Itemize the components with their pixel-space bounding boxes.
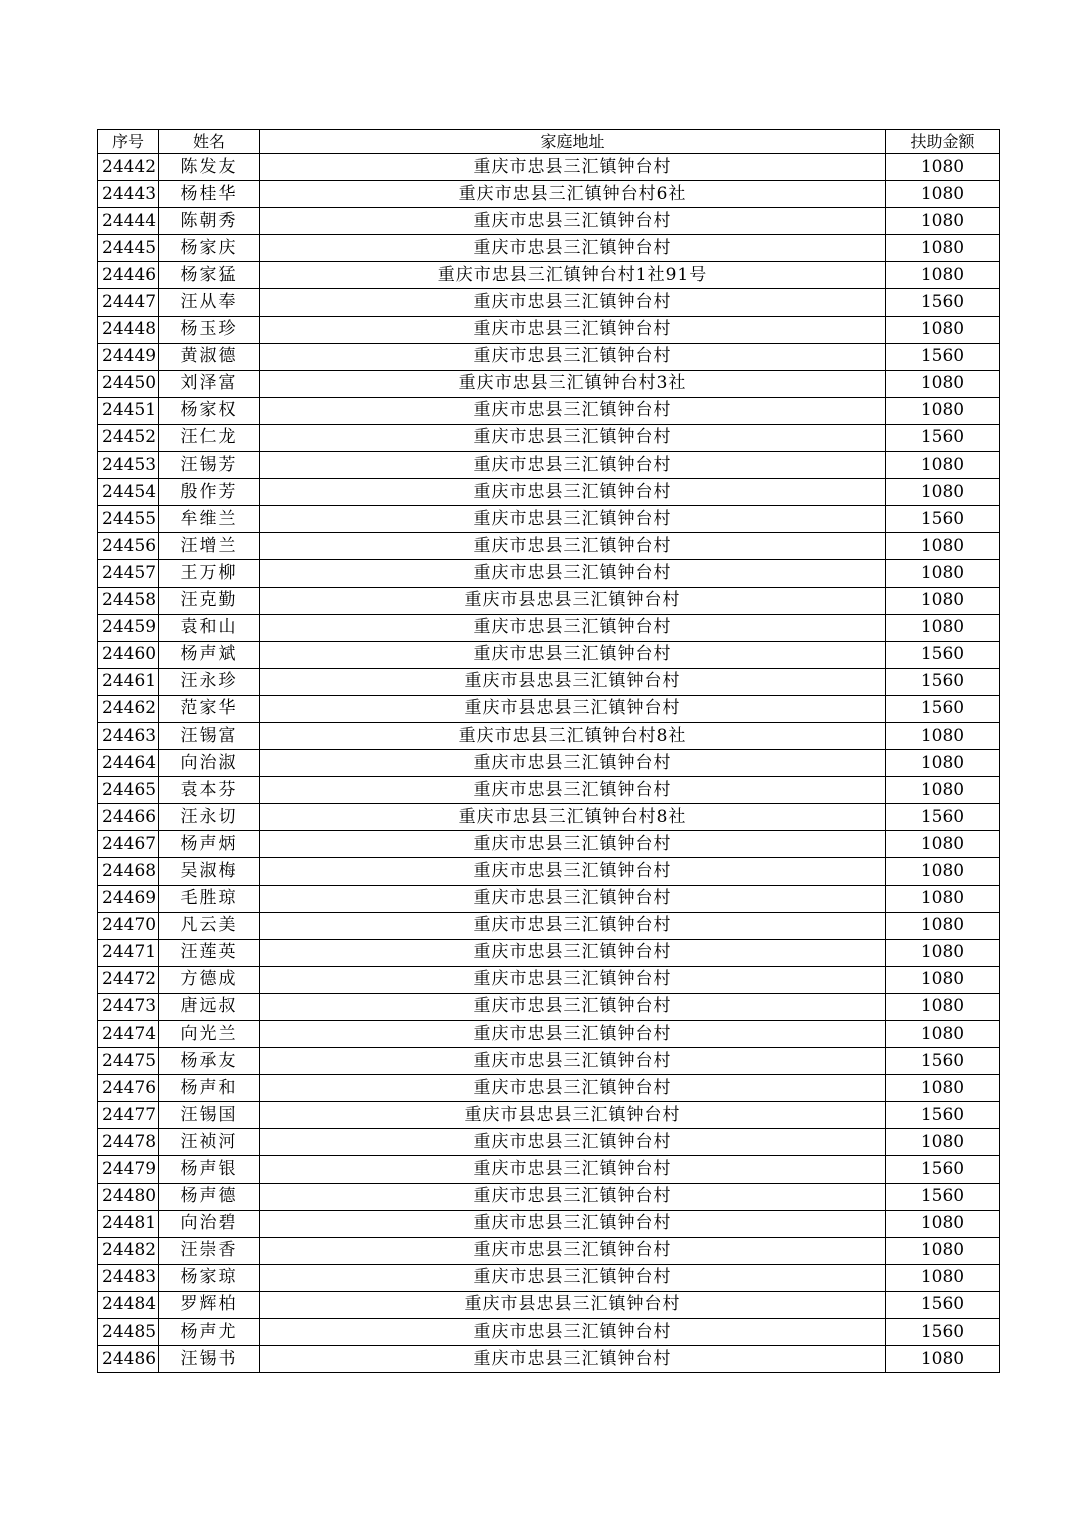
table-row: [98, 885, 1000, 912]
cell-name: 向光兰: [159, 1021, 260, 1048]
table-row: [98, 1210, 1000, 1237]
cell-name: 杨声和: [159, 1075, 260, 1102]
cell-seq: 24461: [98, 668, 159, 695]
cell-address: 重庆市县忠县三汇镇钟台村: [260, 1102, 886, 1129]
cell-address: 重庆市忠县三汇镇钟台村: [260, 560, 886, 587]
table-row: [98, 587, 1000, 614]
cell-address: 重庆市忠县三汇镇钟台村: [260, 777, 886, 804]
cell-name: 罗辉柏: [159, 1291, 260, 1318]
cell-name: 杨声银: [159, 1156, 260, 1183]
cell-amount: 1080: [886, 235, 1000, 262]
cell-amount: 1560: [886, 1291, 1000, 1318]
table-row: [98, 722, 1000, 749]
cell-address: 重庆市忠县三汇镇钟台村: [260, 1210, 886, 1237]
cell-seq: 24456: [98, 533, 159, 560]
table-row: [98, 154, 1000, 181]
header-address: 家庭地址: [260, 130, 886, 154]
cell-amount: 1080: [886, 154, 1000, 181]
cell-address: 重庆市忠县三汇镇钟台村: [260, 1237, 886, 1264]
cell-address: 重庆市忠县三汇镇钟台村6社: [260, 181, 886, 208]
table-row: [98, 506, 1000, 533]
table-row: [98, 641, 1000, 668]
cell-seq: 24477: [98, 1102, 159, 1129]
table-row: [98, 804, 1000, 831]
cell-amount: 1560: [886, 804, 1000, 831]
table-row: [98, 452, 1000, 479]
cell-address: 重庆市忠县三汇镇钟台村: [260, 1021, 886, 1048]
cell-seq: 24460: [98, 641, 159, 668]
table-row: [98, 424, 1000, 451]
cell-amount: 1080: [886, 1264, 1000, 1291]
cell-seq: 24478: [98, 1129, 159, 1156]
cell-address: 重庆市忠县三汇镇钟台村: [260, 506, 886, 533]
cell-name: 杨家猛: [159, 262, 260, 289]
cell-amount: 1080: [886, 777, 1000, 804]
cell-name: 牟维兰: [159, 506, 260, 533]
cell-amount: 1080: [886, 750, 1000, 777]
table-row: [98, 397, 1000, 424]
cell-seq: 24476: [98, 1075, 159, 1102]
table-row: [98, 695, 1000, 722]
cell-name: 袁和山: [159, 614, 260, 641]
cell-name: 汪锡富: [159, 722, 260, 749]
cell-seq: 24446: [98, 262, 159, 289]
cell-seq: 24479: [98, 1156, 159, 1183]
cell-name: 袁本芬: [159, 777, 260, 804]
cell-seq: 24455: [98, 506, 159, 533]
assistance-table: [97, 129, 1000, 1373]
table-row: [98, 966, 1000, 993]
table-row: [98, 1102, 1000, 1129]
cell-amount: 1080: [886, 1346, 1000, 1373]
cell-address: 重庆市忠县三汇镇钟台村: [260, 939, 886, 966]
cell-address: 重庆市忠县三汇镇钟台村: [260, 1183, 886, 1210]
table-row: [98, 343, 1000, 370]
cell-amount: 1080: [886, 993, 1000, 1020]
cell-amount: 1080: [886, 1021, 1000, 1048]
cell-amount: 1080: [886, 831, 1000, 858]
cell-seq: 24464: [98, 750, 159, 777]
cell-address: 重庆市忠县三汇镇钟台村8社: [260, 722, 886, 749]
cell-seq: 24465: [98, 777, 159, 804]
cell-amount: 1560: [886, 1319, 1000, 1346]
cell-name: 吴淑梅: [159, 858, 260, 885]
header-seq: 序号: [98, 130, 159, 154]
cell-seq: 24466: [98, 804, 159, 831]
table-row: [98, 370, 1000, 397]
cell-address: 重庆市忠县三汇镇钟台村: [260, 1129, 886, 1156]
cell-seq: 24442: [98, 154, 159, 181]
table-row: [98, 912, 1000, 939]
cell-address: 重庆市忠县三汇镇钟台村: [260, 885, 886, 912]
cell-amount: 1560: [886, 343, 1000, 370]
cell-amount: 1080: [886, 479, 1000, 506]
cell-name: 王万柳: [159, 560, 260, 587]
header-row: [98, 130, 1000, 154]
cell-seq: 24451: [98, 397, 159, 424]
cell-amount: 1080: [886, 885, 1000, 912]
cell-name: 汪崇香: [159, 1237, 260, 1264]
cell-amount: 1080: [886, 1129, 1000, 1156]
table-row: [98, 993, 1000, 1020]
table-row: [98, 1319, 1000, 1346]
cell-name: 汪永珍: [159, 668, 260, 695]
cell-address: 重庆市忠县三汇镇钟台村1社91号: [260, 262, 886, 289]
cell-seq: 24450: [98, 370, 159, 397]
table-row: [98, 208, 1000, 235]
cell-address: 重庆市忠县三汇镇钟台村: [260, 154, 886, 181]
cell-amount: 1080: [886, 614, 1000, 641]
cell-name: 向治淑: [159, 750, 260, 777]
cell-name: 杨声斌: [159, 641, 260, 668]
table-body: [98, 154, 1000, 1373]
table-row: [98, 1156, 1000, 1183]
cell-amount: 1080: [886, 722, 1000, 749]
cell-name: 汪增兰: [159, 533, 260, 560]
cell-address: 重庆市忠县三汇镇钟台村8社: [260, 804, 886, 831]
table-row: [98, 1183, 1000, 1210]
cell-address: 重庆市忠县三汇镇钟台村: [260, 912, 886, 939]
cell-seq: 24462: [98, 695, 159, 722]
cell-seq: 24471: [98, 939, 159, 966]
cell-name: 汪锡国: [159, 1102, 260, 1129]
table-row: [98, 181, 1000, 208]
cell-name: 汪祯河: [159, 1129, 260, 1156]
table-row: [98, 1237, 1000, 1264]
cell-seq: 24468: [98, 858, 159, 885]
cell-amount: 1080: [886, 397, 1000, 424]
cell-name: 杨承友: [159, 1048, 260, 1075]
cell-address: 重庆市忠县三汇镇钟台村: [260, 1048, 886, 1075]
cell-address: 重庆市县忠县三汇镇钟台村: [260, 587, 886, 614]
cell-address: 重庆市忠县三汇镇钟台村: [260, 316, 886, 343]
cell-seq: 24467: [98, 831, 159, 858]
cell-name: 汪克勤: [159, 587, 260, 614]
cell-name: 汪仁龙: [159, 424, 260, 451]
cell-amount: 1080: [886, 262, 1000, 289]
cell-address: 重庆市忠县三汇镇钟台村: [260, 208, 886, 235]
cell-address: 重庆市忠县三汇镇钟台村: [260, 452, 886, 479]
cell-seq: 24444: [98, 208, 159, 235]
cell-amount: 1080: [886, 560, 1000, 587]
cell-name: 毛胜琼: [159, 885, 260, 912]
cell-amount: 1560: [886, 1048, 1000, 1075]
cell-seq: 24452: [98, 424, 159, 451]
cell-seq: 24485: [98, 1319, 159, 1346]
cell-amount: 1080: [886, 208, 1000, 235]
cell-amount: 1080: [886, 181, 1000, 208]
cell-seq: 24459: [98, 614, 159, 641]
cell-amount: 1080: [886, 939, 1000, 966]
cell-name: 杨家权: [159, 397, 260, 424]
table-row: [98, 1075, 1000, 1102]
cell-address: 重庆市忠县三汇镇钟台村: [260, 533, 886, 560]
cell-address: 重庆市忠县三汇镇钟台村: [260, 1075, 886, 1102]
cell-seq: 24470: [98, 912, 159, 939]
cell-name: 范家华: [159, 695, 260, 722]
cell-amount: 1560: [886, 1102, 1000, 1129]
table-row: [98, 777, 1000, 804]
cell-seq: 24475: [98, 1048, 159, 1075]
cell-name: 杨声炳: [159, 831, 260, 858]
cell-name: 向治碧: [159, 1210, 260, 1237]
cell-amount: 1080: [886, 966, 1000, 993]
cell-amount: 1080: [886, 452, 1000, 479]
table-row: [98, 1129, 1000, 1156]
table-row: [98, 560, 1000, 587]
cell-amount: 1080: [886, 912, 1000, 939]
cell-amount: 1560: [886, 424, 1000, 451]
cell-seq: 24482: [98, 1237, 159, 1264]
cell-seq: 24473: [98, 993, 159, 1020]
cell-name: 汪锡芳: [159, 452, 260, 479]
cell-seq: 24453: [98, 452, 159, 479]
cell-name: 刘泽富: [159, 370, 260, 397]
cell-amount: 1080: [886, 1237, 1000, 1264]
cell-address: 重庆市县忠县三汇镇钟台村: [260, 668, 886, 695]
cell-name: 凡云美: [159, 912, 260, 939]
table-row: [98, 831, 1000, 858]
cell-seq: 24483: [98, 1264, 159, 1291]
cell-amount: 1560: [886, 506, 1000, 533]
cell-address: 重庆市忠县三汇镇钟台村: [260, 1346, 886, 1373]
cell-address: 重庆市忠县三汇镇钟台村: [260, 750, 886, 777]
cell-amount: 1080: [886, 370, 1000, 397]
cell-seq: 24457: [98, 560, 159, 587]
cell-address: 重庆市忠县三汇镇钟台村: [260, 1264, 886, 1291]
cell-name: 唐远叔: [159, 993, 260, 1020]
table-row: [98, 858, 1000, 885]
cell-name: 汪从奉: [159, 289, 260, 316]
cell-name: 陈发友: [159, 154, 260, 181]
cell-name: 杨声德: [159, 1183, 260, 1210]
cell-address: 重庆市忠县三汇镇钟台村: [260, 289, 886, 316]
cell-amount: 1560: [886, 695, 1000, 722]
cell-name: 杨玉珍: [159, 316, 260, 343]
cell-amount: 1560: [886, 289, 1000, 316]
cell-name: 陈朝秀: [159, 208, 260, 235]
cell-address: 重庆市忠县三汇镇钟台村: [260, 479, 886, 506]
cell-name: 杨声尤: [159, 1319, 260, 1346]
cell-seq: 24472: [98, 966, 159, 993]
header-amount: 扶助金额: [886, 130, 1000, 154]
cell-name: 殷作芳: [159, 479, 260, 506]
cell-seq: 24463: [98, 722, 159, 749]
cell-name: 汪莲英: [159, 939, 260, 966]
cell-seq: 24480: [98, 1183, 159, 1210]
cell-name: 杨家庆: [159, 235, 260, 262]
cell-name: 杨家琼: [159, 1264, 260, 1291]
cell-seq: 24443: [98, 181, 159, 208]
cell-name: 汪永切: [159, 804, 260, 831]
table-row: [98, 316, 1000, 343]
table-row: [98, 479, 1000, 506]
cell-name: 杨桂华: [159, 181, 260, 208]
cell-name: 汪锡书: [159, 1346, 260, 1373]
table-row: [98, 1291, 1000, 1318]
cell-address: 重庆市县忠县三汇镇钟台村: [260, 1291, 886, 1318]
cell-seq: 24448: [98, 316, 159, 343]
cell-address: 重庆市忠县三汇镇钟台村: [260, 1319, 886, 1346]
cell-amount: 1560: [886, 1156, 1000, 1183]
cell-seq: 24481: [98, 1210, 159, 1237]
table-row: [98, 235, 1000, 262]
cell-address: 重庆市忠县三汇镇钟台村: [260, 424, 886, 451]
table-row: [98, 1021, 1000, 1048]
cell-name: 方德成: [159, 966, 260, 993]
table-row: [98, 262, 1000, 289]
cell-amount: 1560: [886, 668, 1000, 695]
cell-address: 重庆市忠县三汇镇钟台村: [260, 831, 886, 858]
cell-address: 重庆市忠县三汇镇钟台村: [260, 614, 886, 641]
cell-address: 重庆市忠县三汇镇钟台村3社: [260, 370, 886, 397]
cell-amount: 1080: [886, 1210, 1000, 1237]
cell-address: 重庆市忠县三汇镇钟台村: [260, 235, 886, 262]
cell-amount: 1080: [886, 858, 1000, 885]
cell-name: 黄淑德: [159, 343, 260, 370]
cell-address: 重庆市忠县三汇镇钟台村: [260, 397, 886, 424]
cell-seq: 24454: [98, 479, 159, 506]
table-header: [98, 130, 1000, 154]
cell-seq: 24449: [98, 343, 159, 370]
table-row: [98, 1264, 1000, 1291]
table-row: [98, 939, 1000, 966]
cell-seq: 24484: [98, 1291, 159, 1318]
cell-address: 重庆市县忠县三汇镇钟台村: [260, 695, 886, 722]
table-row: [98, 1048, 1000, 1075]
table-row: [98, 289, 1000, 316]
cell-amount: 1560: [886, 1183, 1000, 1210]
table-row: [98, 614, 1000, 641]
cell-seq: 24458: [98, 587, 159, 614]
cell-amount: 1080: [886, 1075, 1000, 1102]
cell-address: 重庆市忠县三汇镇钟台村: [260, 641, 886, 668]
header-name: 姓名: [159, 130, 260, 154]
cell-seq: 24447: [98, 289, 159, 316]
cell-seq: 24445: [98, 235, 159, 262]
table-row: [98, 668, 1000, 695]
cell-seq: 24469: [98, 885, 159, 912]
cell-address: 重庆市忠县三汇镇钟台村: [260, 343, 886, 370]
cell-address: 重庆市忠县三汇镇钟台村: [260, 966, 886, 993]
cell-seq: 24474: [98, 1021, 159, 1048]
cell-amount: 1560: [886, 641, 1000, 668]
cell-address: 重庆市忠县三汇镇钟台村: [260, 1156, 886, 1183]
table-row: [98, 533, 1000, 560]
cell-amount: 1080: [886, 533, 1000, 560]
cell-address: 重庆市忠县三汇镇钟台村: [260, 858, 886, 885]
cell-seq: 24486: [98, 1346, 159, 1373]
cell-address: 重庆市忠县三汇镇钟台村: [260, 993, 886, 1020]
cell-amount: 1080: [886, 587, 1000, 614]
table-row: [98, 1346, 1000, 1373]
table-row: [98, 750, 1000, 777]
cell-amount: 1080: [886, 316, 1000, 343]
